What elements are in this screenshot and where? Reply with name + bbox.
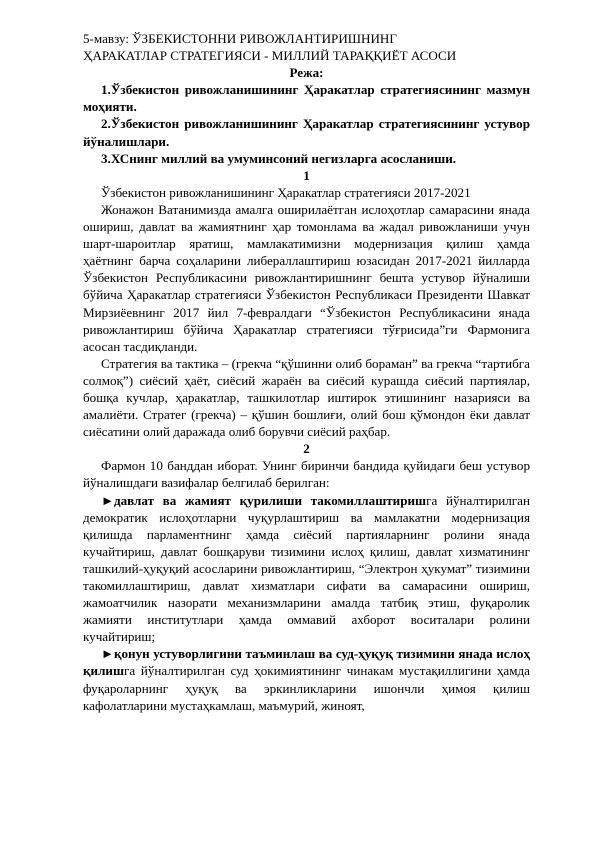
paragraph-strategy-intro: Жонажон Ватанимизда амалга оширилаётган ислоҳотлар самарасини янада ошириш, давлат ва жамиятнинг ҳар томонлама ва жадал ривожланиши учун шарт-шароитлар яратиш, мамлакатимизни модернизация қилиш ҳамда ҳаётнинг барча соҳаларини либераллаштириш юзасидан 2017-2021 йилларда Ўзбекистон Республикасини ривожлантиришнинг бешта устувор йўналиши бўйича Ҳаракатлар стратегияси Ўзбекистон Республикаси Президенти Шавкат Мирзиёевнинг 2017 йил 7-февралдаги “Ўзбекистон Республикасини янада ривожлантириш бўйича Ҳаракатлар стратегияси тўғрисида”ги Фармонига асосан тасдиқланди.	[83, 201, 530, 354]
direction-1-text: га йўналтирилган демократик ислоҳотларни чуқурлаштириш ва мамлакатни модернизация қилишда парламентнинг ҳамда сиёсий партияларнинг ролини янада кучайтириш, давлат бошқаруви тизимини ислоҳ қилиш, давлат хизматининг ташкилий-ҳуқуқий асосларини ривожлантириш, “Электрон ҳукумат” тизимини такомиллаштириш, давлат хизматлари сифати ва самарасини ошириш, жамоатчилик назорати механизмларини амалда татбиқ этиш, фуқаролик жамияти институтлари ҳамда оммавий ахборот воситалари ролини кучайтириш;	[83, 492, 530, 645]
paragraph-direction-2	[83, 645, 530, 713]
paragraph-strategy-definition	[83, 355, 530, 440]
plan-item-2: 2.Ўзбекистон ривожланишининг Ҳаракатлар стратегиясининг устувор йўналишлари.	[83, 116, 530, 149]
definition-text: (грекча “қўшинни олиб бораман” ва грекча “тартибга солмоқ”) сиёсий ҳаёт, сиёсий жараён ва сиёсий курашда сиёсий партиялар, бошқа кучлар, ҳаракатлар, ташкилотлар иштирок этишининг назарияси ва амалиёти. Стратег (грекча) – қўшин бошлиғи, олий бош қўмондон ёки давлат сиёсатини олий даражада олиб борувчи сиёсий раҳбар.	[83, 355, 530, 440]
title-line-1: 5-мавзу: ЎЗБЕКИСТОННИ РИВОЖЛАНТИРИШНИНГ	[83, 31, 397, 46]
section-number-1: 1	[303, 167, 310, 183]
term-strategy: Стратегия ва тактика –	[101, 355, 229, 371]
lecture-title	[83, 30, 530, 64]
plan-item-1: 1.Ўзбекистон ривожланишининг Ҳаракатлар стратегиясининг мазмун моҳияти.	[83, 82, 530, 115]
paragraph-direction-1	[83, 492, 530, 646]
paragraph-strategy-title: Ўзбекистон ривожланишининг Ҳаракатлар стратегияси 2017-2021	[101, 184, 471, 200]
section-number-2: 2	[303, 441, 310, 457]
title-line-2: ҲАРАКАТЛАР СТРАТЕГИЯСИ - МИЛЛИЙ ТАРАҚҚИЁТ АСОСИ	[83, 48, 457, 64]
plan-label: Режа:	[289, 65, 324, 81]
direction-2-heading: ►қонун устуворлигини таъминлаш ва суд-ҳуқуқ тизимини янада ислоҳ қилиш	[83, 646, 530, 679]
paragraph-decree: Фармон 10 банддан иборат. Унинг биринчи бандида қуйидаги беш устувор йўналишдаги вазифалар белгилаб берилган:	[83, 458, 530, 491]
document-body	[83, 30, 530, 714]
direction-1-heading: ►давлат ва жамият қурилиши такомиллаштириш	[101, 492, 427, 508]
direction-2-text: га йўналтирилган суд ҳокимиятининг чинакам мустақиллигини ҳамда фуқароларнинг ҳуқуқ ва эркинликларини ишончли ҳимоя қилиш кафолатларини мустаҳкамлаш, маъмурий, жиноят,	[83, 663, 530, 713]
plan-item-3: 3.ХСнинг миллий ва умуминсоний негизларга асосланиши.	[101, 150, 457, 166]
